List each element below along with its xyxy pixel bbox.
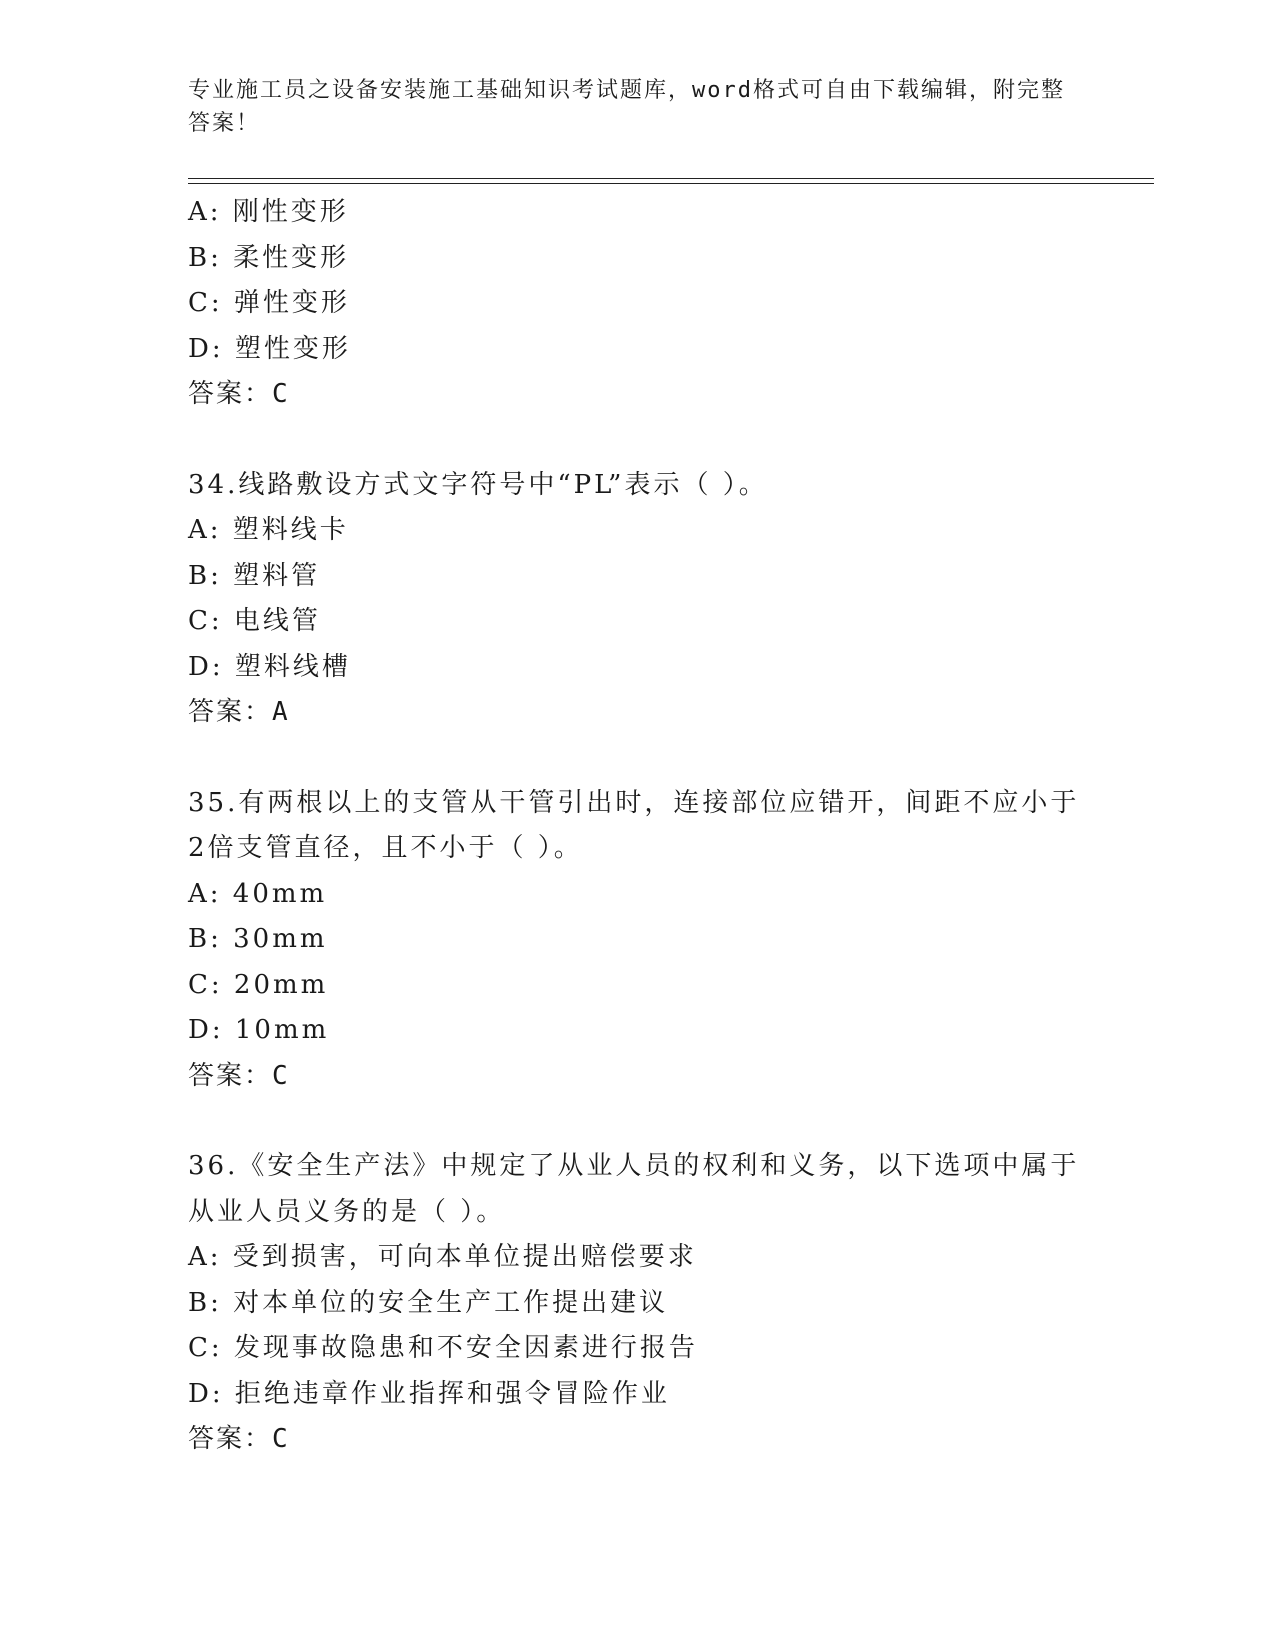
header-divider-top	[188, 178, 1154, 179]
option-c: C: 20mm	[188, 969, 329, 1000]
option-a: A: 40mm	[188, 878, 328, 909]
option-d: D: 10mm	[188, 1015, 330, 1045]
question-text: 34.线路敷设方式文字符号中“PL”表示（ ）。	[188, 469, 768, 500]
question-block-36	[188, 1144, 1088, 1463]
option-c: C: 弹性变形	[188, 288, 350, 318]
header-divider-bottom	[188, 183, 1154, 184]
option-d: D: 拒绝违章作业指挥和强令冒险作业	[188, 1378, 670, 1409]
option-b: B: 对本单位的安全生产工作提出建议	[188, 1287, 669, 1318]
option-b: B: 柔性变形	[188, 242, 350, 273]
question-block-partial	[188, 190, 1088, 418]
answer-line: 答案：A	[188, 697, 290, 727]
option-a: A: 塑料线卡	[188, 515, 349, 545]
option-a: A: 受到损害，可向本单位提出赔偿要求	[188, 1242, 697, 1272]
option-c: C: 发现事故隐患和不安全因素进行报告	[188, 1333, 698, 1363]
option-c: C: 电线管	[188, 606, 321, 636]
spacer	[188, 418, 1088, 463]
option-b: B: 30mm	[188, 924, 328, 954]
answer-line: 答案：C	[188, 379, 290, 409]
option-a: A: 刚性变形	[188, 197, 349, 227]
question-text: 36.《安全生产法》中规定了从业人员的权利和义务，以下选项中属于从业人员义务的是（ ）。	[188, 1151, 1080, 1227]
answer-line: 答案：C	[188, 1060, 290, 1091]
option-b: B: 塑料管	[188, 560, 321, 591]
answer-line: 答案：C	[188, 1424, 290, 1454]
spacer	[188, 736, 1088, 781]
question-text: 35.有两根以上的支管从干管引出时，连接部位应错开，间距不应小于2倍支管直径，且不小于（ ）。	[188, 787, 1080, 863]
question-block-35	[188, 781, 1088, 1100]
option-d: D: 塑料线槽	[188, 651, 351, 682]
spacer	[188, 1099, 1088, 1144]
option-d: D: 塑性变形	[188, 333, 351, 364]
question-list	[188, 190, 1088, 1463]
document-header: 专业施工员之设备安装施工基础知识考试题库，word格式可自由下载编辑，附完整答案！	[188, 78, 1065, 136]
question-block-34	[188, 463, 1088, 736]
